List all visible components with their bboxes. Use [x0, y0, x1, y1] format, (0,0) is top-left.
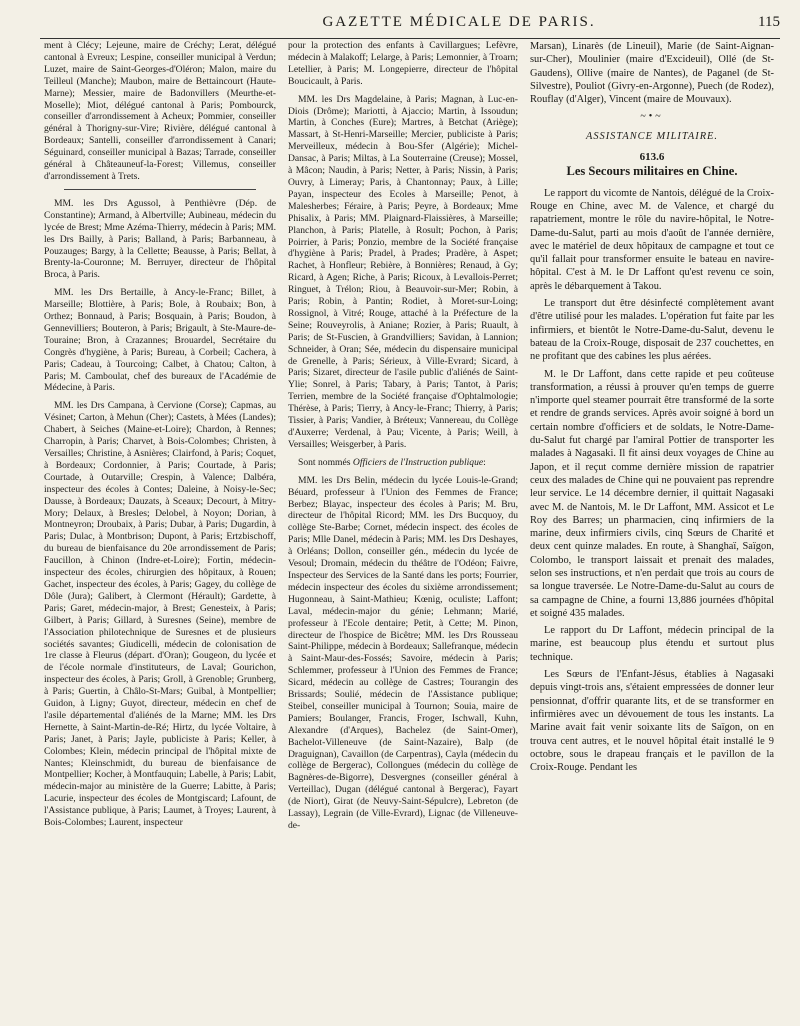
- journal-title: GAZETTE MÉDICALE DE PARIS.: [322, 14, 596, 30]
- col3-paragraph-1: Marsan), Linarès (de Lineuil), Marie (de Saint-Aignan-sur-Cher), Moulinier (maire d'Excideuil), Ollé (de St-Gaudens), Ollive (maire de Nantes), de Paganel (de St-Silvestre), Pouliot (Givry-en-Argonne), Puech (de Rodez), Rouflay (d'Alger), Vincent (maire de Mouvaux).: [530, 41, 774, 106]
- col1-paragraph-3: MM. les Drs Bertaille, à Ancy-le-Franc; Billet, à Marseille; Blottière, à Paris; Bole, à Roubaix; Bon, à Orthez; Bonnaud, à Paris; Bosquain, à Paris; Boudon, à Gennevilliers; Bouteron, à Paris; Brigault, à Ste-Maure-de-Touraine; Bron, à Crazannes; Brouardel, Secrétaire du Congrès d'hygiène, à Paris; Bureau, à Corbeil; Cachera, à Paris; Cadeau, à Tourcoing; Calbet, à Chatou; Calton, à Paris; M. Camboulat, chef des bureaux de l'Académie de Médecine, à Paris.: [44, 287, 276, 394]
- column-right: [530, 40, 774, 1015]
- officiers-title: Officiers de l'Instruction publique: [352, 456, 484, 468]
- col1-divider: [64, 189, 256, 190]
- col3-paragraph-2: Le rapport du vicomte de Nantois, délégué de la Croix-Rouge en Chine, avec M. de Valence, et chargé du rapatriement, montre le rôle du navire-hôpital, le Notre-Dame-du-Salut, parti au mois d'août de l'année dernière, avec le matériel de deux hôpitaux de campagne et tout ce qu'il fallait pour transformer ensuite le bateau en navire-hôpital. C'est à M. le Dr Laffont qu'est revenu ce soin, après le débarquement à Takou.: [530, 187, 774, 292]
- col3-paragraph-4: M. le Dr Laffont, dans cette rapide et peu coûteuse transformation, a réussi à prouver qu'en temps de guerre n'importe quel steamer pourrait être transformé de la sorte et rendre de grands services. Après avoir soigné à bord un certain nombre d'officiers et de soldats, le Notre-Dame-du-Salut fut chargé par l'amiral Pottier de transporter les malades à Nagasaki. Il fit ainsi deux voyages de Chine au Japon, et il reçut comme dernière mission de rapatrier ceux des malades de Chine qui ne pouvaient pas reprendre leur service. Le 14 décembre dernier, il quittait Nagasaki avec M. de Nantois, M. le Dr Laffont, MM. Assicot et Le Roy des Barres; un pharmacien, cinq infirmiers de la marine, deux infirmiers civils, cinq Sœurs de Charité et deux cent quinze malades. En route, à Shanghaï, Saïgon, Colombo, le transport laissait et prenait des malades, selon ses instructions, et n'en perdait que trois au cours de sa longue traversée. Le Notre-Dame-du-Salut au cours de sa campagne de Chine, a fourni 13,886 journées d'hôpital et soigné 435 malades.: [530, 368, 774, 619]
- col3-paragraph-5: Le rapport du Dr Laffont, médecin principal de la marine, est beaucoup plus étendu et surtout plus technique.: [530, 625, 774, 663]
- col1-paragraph-4: MM. les Drs Campana, à Cervione (Corse); Capmas, au Vésinet; Carton, à Mehun (Cher); Castets, à Mées (Landes); Chabert, à Seiches (Maine-et-Loire); Chardon, à Rennes; Charropin, à Paris; Charvet, à Bois-Colombes; Christen, à Versailles; Christine, à Asnières; Clairfond, à Paris; Coquet, à Bordeaux; Cordonnier, à Paris; Courtade, à Paris; Courtade, à Outarville; Crespin, à Valence; Dalbéra, inspecteur des écoles à Contes; Daleine, à Noisy-le-Sec; Dausse, à Bordeaux; Dauzats, à Sceaux; Decourt, à Mitry-Mory; Delaux, à Bresles; Delobel, à Noyon; Dorian, à Montneyron; Droubaix, à Paris; Dubar, à Paris; Dugardin, à Paris; Dulac, à Montbrison; Dupont, à Paris; Ertzbischoff, du bureau de bienfaisance du 20e arrondissement de Paris; Faucillon, à Chinon (Indre-et-Loire); Fortin, médecin-inspecteur des écoles, chirurgien des hôpitaux, à Rouen; Gachet, inspecteur des écoles, à Paris; Gagey, du collège de Dôle (Jura); Galibert, à Clermont (Hérault); Gardette, à Paris; Garet, médecin-major, à Brest; Genesteix, à Paris; Gilbert, à Paris; Gillard, à Suresnes (Seine), membre de l'Association philotechnique de Suresnes et de plusieurs sociétés savantes; Giudicelli, médecin de colonisation de 1re classe à Fleurus (départ. d'Oran); Gougeon, du lycée et de l'école normale d'instituteurs, de Laval; Gourichon, inspecteur des écoles, à Paris; Groll, à Grenoble; Grunberg, à Paris; Guertin, à Châlo-St-Mars; Guibal, à Montpellier; Guidon, à Ligny; Guyot, directeur, médecin en chef de l'asile départemental d'aliénés de la Marne; MM. les Drs Hernette, à Saint-Martin-de-Ré; Hirtz, du lycée Voltaire, à Paris; Janet, à Paris; Jayle, publiciste à Paris; Keller, à Colombes; Klein, médecin principal de l'hôpital mixte de Nantes; Kleinschmidt, du bureau de bienfaisance de Montpellier; Kocher, à Montfauquin; Labelle, à Paris; Labit, médecin-major au ministère de la Guerre; Labitte, à Paris; Lacurie, inspecteur des écoles de Montgiscard; Lafount, de l'Assistance publique, à Paris; Laumet, à Troyes; Laurent, à Bois-Colombes; Laurent, inspecteur: [44, 400, 276, 829]
- col2-paragraph-1: pour la protection des enfants à Cavillargues; Lefèvre, médecin à Malakoff; Lelarge, à Paris; Lemonnier, à Troarn; Letellier, à Paris; M. Longepierre, directeur de l'hôpital Boucicault, à Paris.: [288, 40, 518, 87]
- section-title: ASSISTANCE MILITAIRE.: [585, 130, 718, 142]
- col2-paragraph-2: MM. les Drs Magdelaine, à Paris; Magnan, à Luc-en-Diois (Drôme); Mariotti, à Ajaccio; Martin, à Issoudun; Martin, à Conches (Eure); Martres, à Betchat (Ariège); Massart, à St-Henri-Marseille; Mercier, publiciste à Paris; Merveilleux, médecin à Bou-Sfer (Algérie); Michel-Dansac, à Paris; Miltas, à La Souterraine (Creuse); Mossel, à Mâcon; Naudin, à Paris; Netter, à Paris; Nissin, à Paris; Ouvry, à Limeray; Paris, à Chantonnay; Paux, à Lille; Payan, inspecteur des Ecoles à Marseille; Penot, à Malesherbes; Féraire, à Paris; Peyre, à Bordeaux; Mme Phisalix, à Paris; MM. Plaignard-Flaissières, à Marseille; Planchon, à Paris; Platelle, à Rosult; Pochon, à Paris; Poirrier, à Paris; Ponzio, membre de la Société française d'hygiène à Paris; Pradel, à Prades; Pradère, à Aspet; Rachet, à Honfleur; Rebière, à Bonnières; Renaud, à Gy; Ricard, à Agen; Riche, à Paris; Ricoux, à Levallois-Perret; Ringuet, à Trélon; Riou, à Beauvoir-sur-Mer; Robin, à Paris; Robin, à Pantin; Rodiet, à Moret-sur-Loing; Rossignol, à Vitré; Rouge, attaché à la Préfecture de la Seine; Rouveyrolis, à Aniane; Rozier, à Paris; Ruault, à Paris; de St-Fuscien, à Grandvilliers; Savidan, à Lannion; Schneider, à Oran; Sée, médecin du dispensaire municipal de Grenelle, à Paris; Sérieux, à Ville-Evrard; Sicard, à Paris; Sizaret, directeur de l'asile public d'aliénés de Saint-Ylie; Sonrel, à Paris; Tabary, à Paris; Tantot, à Paris; Terrien, membre de la Société française d'Ophtalmologie; Thérèse, à Paris; Tierry, à Ancy-le-Franc; Thierry, à Paris; Tissier, à Paris; Vandier, à Bréteux; Vannereau, du Collège d'Auxerre; Verdenal, à Pau; Vicente, à Paris; Weill, à Versailles; Weisgerber, à Paris.: [288, 93, 518, 450]
- page-header: [40, 14, 780, 39]
- column-left: [44, 40, 276, 1015]
- col2-paragraph-4: MM. les Drs Belin, médecin du lycée Louis-le-Grand; Béuard, professeur à l'Union des Femmes de France; Berbez; Blayac, inspecteur des écoles à Paris; M. Bru, directeur de l'hôpital Ricord; MM. les Drs Bucquoy, du collège Ste-Barbe; Cornet, médecin inspect. des écoles de Paris; Mlle Danel, médecin à Paris; MM. les Drs Deshayes, à Orléans; Dollon, conseiller gén., médecin du lycée de Vesoul; Dromain, médecin du théâtre de l'Odéon; Faivre, Inspecteur des Services de la Santé dans les ports; Fourrier, médecin inspecteur des écoles du sixième arrondissement; Hugonneau, à Saint-Mathieu; Kœnig, oculiste; Laffont; Laval, médecin-major du génie; Lehmann; Marié, professeur à l'Ecole dentaire; Petit, à Cette; M. Pinon, directeur de l'hospice de Bicêtre; MM. les Drs Rousseau Saint-Philippe, médecin à Bordeaux; Sallefranque, médecin à Saint-Maur-des-Fossés; Savoire, médecin à Paris; Schlemmer, professeur à l'Union des Femmes de France; Sicard, médecin au collège de Castres; Tourangin des Brissards; Soulié, médecin de l'Assistance publique; Steibel, conseiller municipal à Tournon; Souia, maire de Pamiers; Boulanger, Francis, Froger, Ischwall, Kuhn, Alexandre (d'Arques), Bachelez (de Saint-Omer), Bachelot-Villeneuve (de Saint-Nazaire), Balp (de Draguignan), Cavaillon (de Carpentras), Cayla (médecin du collège de Bergerac), Collongues (médecin du collège de Bagnères-de-Bigorre), Desvergnes (conseiller général à Verteillac), Dugan (délégué cantonal à Bergerac), Fayart (de Niort), Girat (de Neuvy-Saint-Sépulcre), Lebreton (de Lassay), Legrain (de Ville-Evrard), Lignac (de Villeneuve-de-: [288, 474, 518, 831]
- col3-paragraph-3: Le transport dut être désinfecté complètement avant d'être utilisé pour les malades. L'opération fut faite par les infirmiers, et bientôt le Notre-Dame-du-Salut, devenu le bateau de la Croix-Rouge, disposait de 237 couchettes, en ne profitant que des cabines les plus aérées.: [530, 298, 774, 363]
- col1-paragraph-1: ment à Clécy; Lejeune, maire de Créchy; Lerat, délégué cantonal à Evreux; Lespine, conseiller municipal à Verdun; Luzet, maire de Saint-Georges-d'Oléron; Malon, maire du Teilleul (Manche); Maubon, maire de Bettaincourt (Haute-Marne); Messier, maire de Badonvillers (Meurthe-et-Moselle); Miot, délégué cantonal à Paris; Pombourck, conseiller d'arrondissement à Acheux; Pommier, conseiller général à Thorigny-sur-Vire; Rivière, délégué cantonal à Bordeaux; Santelli, conseiller d'arrondissement à Canari; Séguinard, conseiller municipal à Bazas; Tarrade, conseiller général à Châteauneuf-la-Forest; Villemus, conseiller d'arrondissement à Trets.: [44, 40, 276, 182]
- article-number: 613.6: [639, 151, 665, 164]
- ornament-divider: ~•~: [640, 111, 664, 123]
- col3-paragraph-6: Les Sœurs de l'Enfant-Jésus, établies à Nagasaki depuis vingt-trois ans, s'étaient empressées de donner leur pensionnat, d'offrir quarante lits, et de se transformer en infirmières avec un dévouement de tous les instants. La Marine avait fait venir soixante lits de Saïgon, on en trouva cent autres, et le nouvel hôpital était installé le 9 octobre, sous le drapeau français et le pavillon de la Croix-Rouge. Pendant les: [530, 669, 774, 774]
- col2-officiers-heading: [288, 457, 518, 469]
- col1-paragraph-2: MM. les Drs Agussol, à Penthièvre (Dép. de Constantine); Armand, à Albertville; Aubineau, médecin du lycée de Brest; Mme Azéma-Thierry, médecin à Paris; MM. les Drs Bailly, à Paris; Balland, à Paris; Barbanneau, à Pouzauges; Bargy, à la Cellette; Beausse, à Paris; Bellat, à Brenty-la-Couronne; M. Berruyer, directeur de l'hôpital Broca, à Paris.: [44, 197, 276, 281]
- officiers-colon: :: [483, 456, 486, 468]
- column-middle: [288, 40, 518, 1015]
- page-number: 115: [758, 14, 780, 30]
- officiers-lead: Sont nommés: [298, 456, 351, 468]
- article-title: Les Secours militaires en Chine.: [566, 164, 738, 179]
